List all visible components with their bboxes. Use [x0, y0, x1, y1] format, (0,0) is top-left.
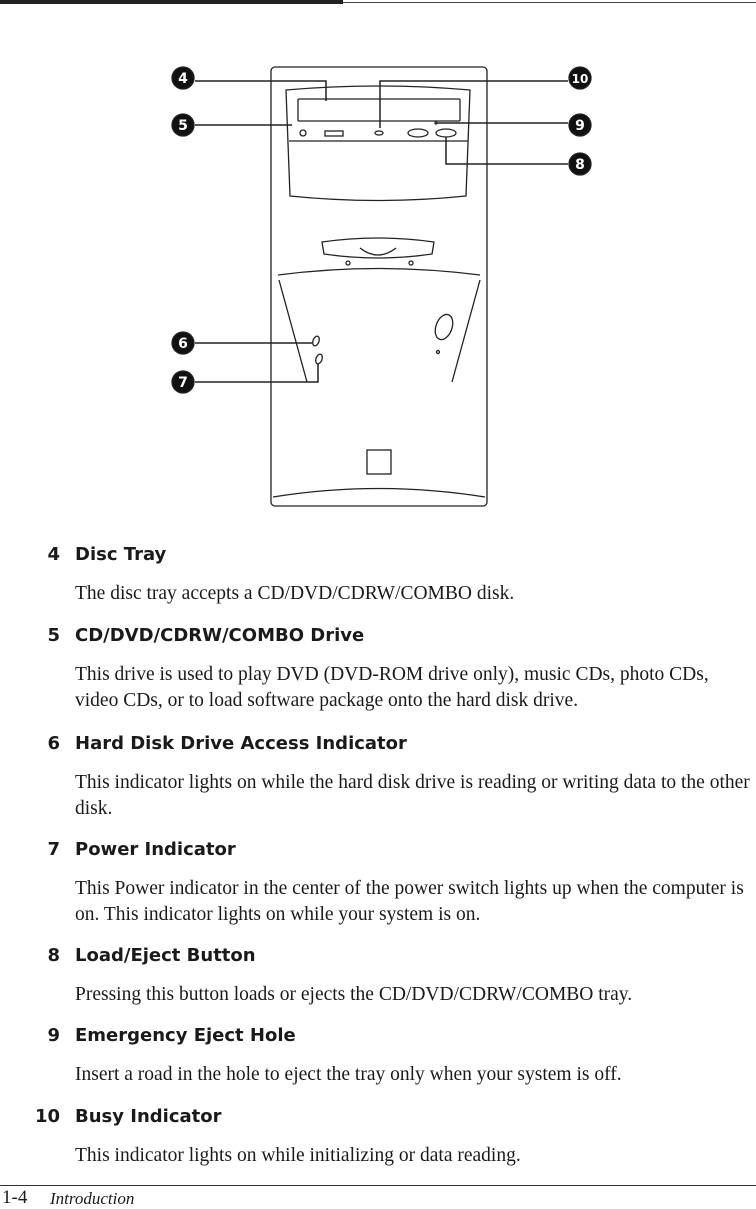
svg-text:6: 6	[178, 336, 188, 352]
svg-text:5: 5	[178, 118, 188, 134]
section-body: This Power indicator in the center of the power switch lights up when the computer is on. This indicator lights on while your system is on.	[75, 878, 744, 925]
svg-text:4: 4	[178, 71, 188, 87]
section-body: Insert a road in the hole to eject the tray only when your system is off.	[75, 1064, 622, 1085]
section-load-eject	[0, 945, 756, 1008]
section-number: 5	[47, 625, 60, 646]
section-number: 4	[47, 544, 60, 565]
section-hdd-indicator	[0, 733, 756, 822]
section-busy-indicator	[0, 1106, 756, 1169]
svg-text:9: 9	[575, 118, 585, 134]
computer-front-diagram	[0, 0, 756, 520]
chapter-title: Introduction	[50, 1189, 135, 1208]
section-body: This indicator lights on while initializing or data reading.	[75, 1145, 521, 1166]
page-number: 1-4	[2, 1187, 28, 1208]
callout-4	[172, 67, 194, 89]
callout-6	[172, 332, 194, 354]
section-body: The disc tray accepts a CD/DVD/CDRW/COMBO disk.	[75, 583, 515, 604]
section-title: Disc Tray	[75, 544, 167, 565]
svg-text:7: 7	[178, 375, 188, 391]
svg-text:8: 8	[575, 157, 585, 173]
callout-5	[172, 114, 194, 136]
section-number: 9	[47, 1025, 60, 1046]
section-title: Hard Disk Drive Access Indicator	[75, 733, 407, 754]
section-disc-tray	[0, 544, 756, 607]
section-drive	[0, 625, 756, 714]
section-title: Emergency Eject Hole	[75, 1025, 296, 1046]
callout-9	[569, 114, 591, 136]
section-body: This drive is used to play DVD (DVD-ROM drive only), music CDs, photo CDs, video CDs, or to load software package onto the hard disk drive.	[75, 664, 709, 711]
section-title: Load/Eject Button	[75, 945, 256, 966]
footer-rule	[0, 1185, 756, 1186]
section-body: This indicator lights on while the hard disk drive is reading or writing data to the other disk.	[75, 772, 750, 819]
section-number: 8	[47, 945, 60, 966]
callout-lines	[195, 81, 568, 382]
section-emergency-eject	[0, 1025, 756, 1088]
section-body: Pressing this button loads or ejects the CD/DVD/CDRW/COMBO tray.	[75, 984, 633, 1005]
callout-8	[569, 153, 591, 175]
section-number: 10	[34, 1106, 60, 1127]
section-title: CD/DVD/CDRW/COMBO Drive	[75, 625, 365, 646]
callout-7	[172, 371, 194, 393]
section-title: Power Indicator	[75, 839, 236, 860]
svg-text:10: 10	[571, 72, 589, 86]
section-number: 7	[47, 839, 60, 860]
callout-10	[569, 67, 591, 89]
section-number: 6	[47, 733, 60, 754]
section-power-indicator	[0, 839, 756, 928]
section-title: Busy Indicator	[75, 1106, 222, 1127]
computer-case	[271, 67, 487, 506]
